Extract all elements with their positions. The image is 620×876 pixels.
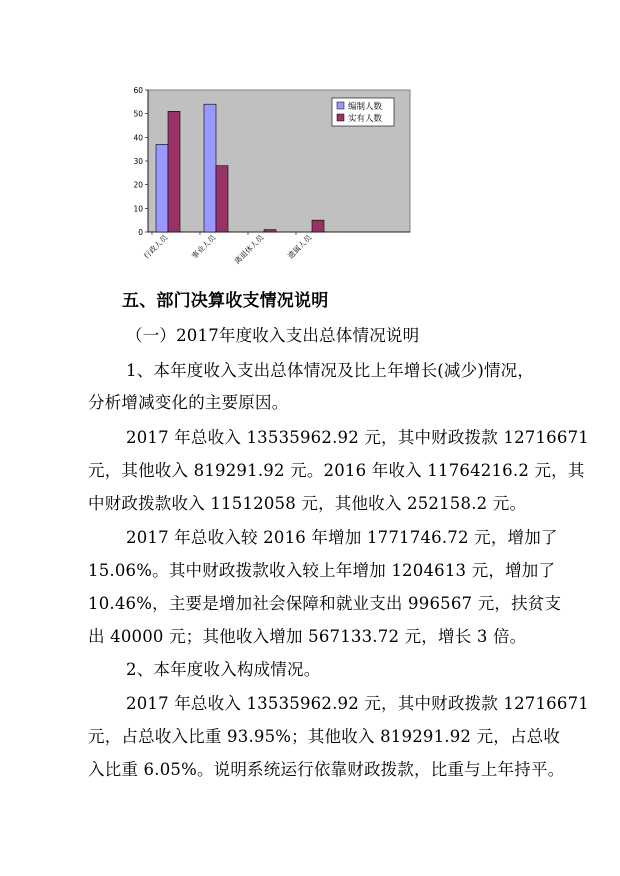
bar-1-1 bbox=[216, 166, 228, 232]
p3-line2: 元，占总收入比重 93.95%；其他收入 819291.92 元，占总收 bbox=[88, 727, 561, 746]
p1-line2: 元，其他收入 819291.92 元。2016 年收入 11764216.2 元，其 bbox=[88, 461, 585, 480]
bar-0-0 bbox=[156, 144, 168, 232]
y-tick-label: 30 bbox=[133, 157, 143, 166]
x-category-label: 离退休人员 bbox=[232, 233, 266, 266]
legend-swatch-shiyou bbox=[337, 114, 344, 121]
x-category-label: 事业人员 bbox=[189, 233, 218, 261]
staff-bar-chart bbox=[120, 80, 420, 280]
item1-line2: 分析增减变化的主要原因。 bbox=[88, 393, 289, 412]
section-heading: 五、部门决算收支情况说明 bbox=[122, 291, 329, 311]
bar-0-1 bbox=[204, 104, 216, 232]
legend-label-shiyou: 实有人数 bbox=[348, 114, 383, 124]
y-tick-label: 10 bbox=[133, 204, 143, 214]
y-tick-label: 50 bbox=[133, 109, 143, 119]
p1-line3: 中财政拨款收入 11512058 元，其他收入 252158.2 元。 bbox=[88, 494, 527, 513]
x-axis-labels bbox=[141, 232, 314, 266]
item1-line1: 1、本年度收入支出总体情况及比上年增长(减少)情况， bbox=[126, 361, 535, 380]
x-category-label: 行政人员 bbox=[141, 233, 170, 261]
x-category-label: 遗属人员 bbox=[285, 233, 314, 261]
p3-line1: 2017 年总收入 13535962.92 元，其中财政拨款 12716671 bbox=[126, 694, 589, 713]
bar-1-2 bbox=[264, 230, 276, 232]
bar-1-3 bbox=[312, 220, 324, 232]
legend bbox=[332, 98, 394, 126]
item2: 2、本年度收入构成情况。 bbox=[126, 660, 321, 679]
y-tick-label: 20 bbox=[133, 180, 143, 190]
legend-label-bianzhi: 编制人数 bbox=[348, 102, 383, 112]
subsection-title: （一）2017年度收入支出总体情况说明 bbox=[126, 326, 420, 345]
p1-line1: 2017 年总收入 13535962.92 元，其中财政拨款 12716671 bbox=[126, 428, 589, 447]
y-tick-label: 0 bbox=[138, 228, 143, 237]
y-tick-label: 40 bbox=[133, 133, 143, 143]
p2-line1: 2017 年总收入较 2016 年增加 1771746.72 元，增加了 bbox=[126, 528, 558, 547]
p2-line3: 10.46%，主要是增加社会保障和就业支出 996567 元，扶贫支 bbox=[88, 594, 562, 613]
y-tick-label: 60 bbox=[133, 86, 143, 95]
legend-swatch-bianzhi bbox=[337, 102, 344, 109]
p2-line4: 出 40000 元；其他收入增加 567133.72 元，增长 3 倍。 bbox=[88, 627, 527, 646]
bar-1-0 bbox=[168, 111, 180, 232]
p3-line3: 入比重 6.05%。说明系统运行依靠财政拨款，比重与上年持平。 bbox=[88, 760, 565, 779]
p2-line2: 15.06%。其中财政拨款收入较上年增加 1204613 元，增加了 bbox=[88, 561, 556, 580]
